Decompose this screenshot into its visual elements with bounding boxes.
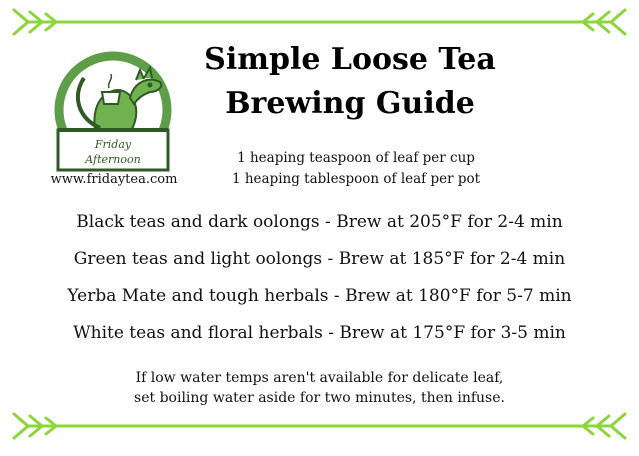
note-line-2: set boiling water aside for two minutes, then infuse. [134,390,505,406]
logo-brand-line1: Friday [94,138,132,151]
guide-green-oolong: Green teas and light oolongs - Brew at 185°F for 2-4 min [73,249,566,269]
serving-pot: 1 heaping tablespoon of leaf per pot [231,171,481,187]
note-line-1: If low water temps aren't available for delicate leaf, [135,370,504,386]
temperature-note [0,368,639,408]
logo-brand-line2: Afternoon [85,153,141,166]
guide-yerba-herbal: Yerba Mate and tough herbals - Brew at 180°F for 5-7 min [67,286,572,306]
serving-instructions [196,148,516,190]
guide-white-floral: White teas and floral herbals - Brew at 175°F for 3-5 min [73,323,566,343]
website-url: www.fridaytea.com [50,172,178,187]
brewing-guide-list [0,204,639,352]
guide-black-oolong: Black teas and dark oolongs - Brew at 205°F for 2-4 min [76,212,563,232]
serving-cup: 1 heaping teaspoon of leaf per cup [237,150,475,166]
page-title [190,38,510,126]
title-line-2: Brewing Guide [225,86,475,121]
top-vine-divider [0,0,639,40]
title-line-1: Simple Loose Tea [204,42,496,77]
bottom-vine-divider [0,408,639,448]
friday-afternoon-logo [38,48,188,178]
